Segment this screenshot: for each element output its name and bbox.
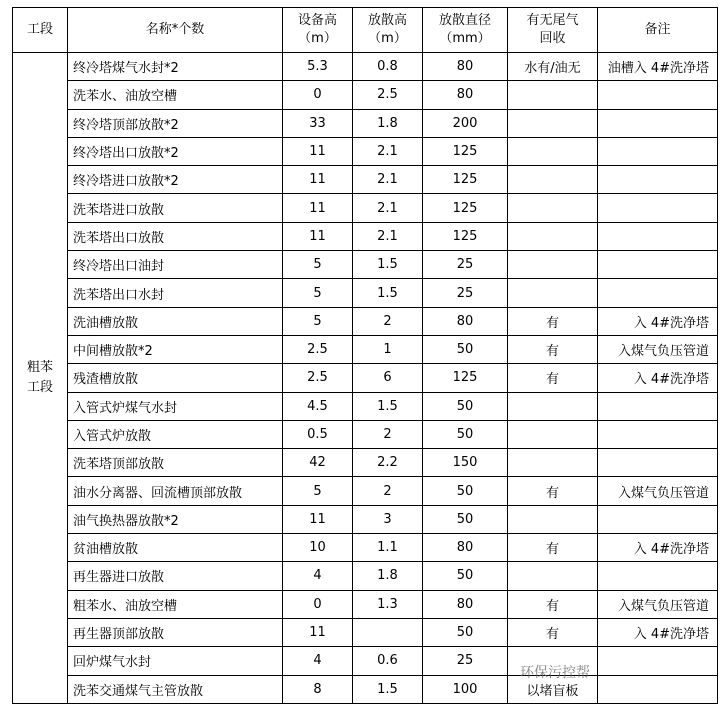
diameter-cell: 25 [423,647,508,675]
name-cell: 入管式炉煤气水封 [68,392,283,420]
table-row [13,505,718,533]
remark-cell: 入煤气负压管道 [598,335,718,363]
diameter-cell: 50 [423,392,508,420]
section-cell: 粗苯 工段 [13,53,68,704]
table-row [13,279,718,307]
vent-height-cell: 0.8 [353,53,423,81]
table-row [13,137,718,165]
vent-height-cell: 2.2 [353,449,423,477]
equip-height-cell: 5.3 [283,53,353,81]
header-equip-height: 设备高 （m） [283,8,353,53]
equip-height-cell: 11 [283,222,353,250]
name-cell: 再生器顶部放散 [68,618,283,646]
tailgas-cell [508,279,598,307]
name-cell: 终冷塔顶部放散*2 [68,109,283,137]
equip-height-cell: 5 [283,251,353,279]
table-row [13,647,718,675]
vent-height-cell: 0.6 [353,647,423,675]
tailgas-cell [508,449,598,477]
name-cell: 回炉煤气水封 [68,647,283,675]
header-vent-height: 放散高 （m） [353,8,423,53]
remark-cell: 油槽入 4#洗净塔 [598,53,718,81]
remark-cell [598,166,718,194]
equip-height-cell: 10 [283,534,353,562]
tailgas-cell: 有 [508,307,598,335]
table-row [13,675,718,703]
vent-height-cell: 1.5 [353,675,423,703]
header-row [13,8,718,53]
vent-height-cell: 1.3 [353,590,423,618]
tailgas-cell [508,109,598,137]
table-row [13,590,718,618]
name-cell: 入管式炉放散 [68,420,283,448]
vent-height-cell: 3 [353,505,423,533]
table-row [13,477,718,505]
vent-height-cell: 6 [353,364,423,392]
tailgas-cell [508,194,598,222]
remark-cell: 入煤气负压管道 [598,590,718,618]
header-tailgas: 有无尾气 回收 [508,8,598,53]
remark-cell [598,222,718,250]
equip-height-cell: 5 [283,307,353,335]
equip-height-cell: 4 [283,562,353,590]
table-row [13,251,718,279]
table-row [13,420,718,448]
diameter-cell: 80 [423,53,508,81]
header-remark: 备注 [598,8,718,53]
table-row [13,166,718,194]
vent-height-cell: 2.1 [353,166,423,194]
tailgas-cell: 有 [508,335,598,363]
vent-height-cell: 1.8 [353,562,423,590]
vent-height-cell [353,618,423,646]
remark-cell [598,279,718,307]
equip-height-cell: 11 [283,618,353,646]
name-cell: 洗苯塔进口放散 [68,194,283,222]
table-body [13,53,718,704]
vent-height-cell: 2 [353,420,423,448]
diameter-cell: 80 [423,590,508,618]
table-row [13,222,718,250]
name-cell: 洗苯交通煤气主管放散 [68,675,283,703]
remark-cell [598,194,718,222]
remark-cell: 入 4#洗净塔 [598,364,718,392]
tailgas-cell: 有 [508,534,598,562]
vent-height-cell: 1.5 [353,279,423,307]
table-row [13,392,718,420]
vent-height-cell: 2.5 [353,81,423,109]
diameter-cell: 125 [423,137,508,165]
tailgas-cell [508,222,598,250]
vent-height-cell: 1.1 [353,534,423,562]
diameter-cell: 50 [423,562,508,590]
diameter-cell: 50 [423,505,508,533]
header-section: 工段 [13,8,68,53]
diameter-cell: 80 [423,307,508,335]
remark-cell [598,137,718,165]
name-cell: 终冷塔出口油封 [68,251,283,279]
diameter-cell: 50 [423,420,508,448]
diameter-cell: 50 [423,477,508,505]
tailgas-cell [508,562,598,590]
equip-height-cell: 11 [283,505,353,533]
tailgas-cell [508,137,598,165]
vent-height-cell: 1.8 [353,109,423,137]
vent-height-cell: 2.1 [353,137,423,165]
name-cell: 洗苯塔出口放散 [68,222,283,250]
diameter-cell: 25 [423,279,508,307]
diameter-cell: 125 [423,222,508,250]
equip-height-cell: 0.5 [283,420,353,448]
tailgas-cell: 有 [508,364,598,392]
diameter-cell: 125 [423,166,508,194]
table-row [13,53,718,81]
name-cell: 油水分离器、回流槽顶部放散 [68,477,283,505]
name-cell: 洗油槽放散 [68,307,283,335]
table-row [13,307,718,335]
name-cell: 油气换热器放散*2 [68,505,283,533]
equip-height-cell: 8 [283,675,353,703]
remark-cell: 入 4#洗净塔 [598,534,718,562]
remark-cell: 入 4#洗净塔 [598,618,718,646]
diameter-cell: 125 [423,364,508,392]
watermark: 环保污控帮 [520,665,590,681]
equip-height-cell: 42 [283,449,353,477]
equip-height-cell: 11 [283,166,353,194]
equip-height-cell: 2.5 [283,335,353,363]
diameter-cell: 125 [423,194,508,222]
tailgas-cell [508,420,598,448]
equip-height-cell: 11 [283,137,353,165]
diameter-cell: 80 [423,81,508,109]
diameter-cell: 200 [423,109,508,137]
remark-cell [598,420,718,448]
equip-height-cell: 33 [283,109,353,137]
vent-height-cell: 2.1 [353,222,423,250]
table-row [13,618,718,646]
vent-height-cell: 1 [353,335,423,363]
table-row [13,194,718,222]
diameter-cell: 80 [423,534,508,562]
remark-cell [598,109,718,137]
tailgas-cell [508,251,598,279]
diameter-cell: 50 [423,618,508,646]
table-row [13,449,718,477]
remark-cell [598,392,718,420]
vent-height-cell: 2 [353,307,423,335]
diameter-cell: 25 [423,251,508,279]
remark-cell: 入 4#洗净塔 [598,307,718,335]
header-diameter: 放散直径 （mm） [423,8,508,53]
table-row [13,335,718,363]
name-cell: 贫油槽放散 [68,534,283,562]
table-row [13,109,718,137]
vent-height-cell: 1.5 [353,392,423,420]
name-cell: 终冷塔进口放散*2 [68,166,283,194]
equip-height-cell: 4 [283,647,353,675]
tailgas-cell: 以堵盲板 [508,675,598,703]
equip-height-cell: 11 [283,194,353,222]
remark-cell [598,449,718,477]
name-cell: 残渣槽放散 [68,364,283,392]
remark-cell [598,562,718,590]
tailgas-cell [508,392,598,420]
table-row [13,364,718,392]
header-name: 名称*个数 [68,8,283,53]
table-row [13,81,718,109]
tailgas-cell [508,81,598,109]
remark-cell [598,647,718,675]
name-cell: 洗苯塔出口水封 [68,279,283,307]
tailgas-cell [508,505,598,533]
vent-height-cell: 1.5 [353,251,423,279]
remark-cell [598,505,718,533]
remark-cell [598,675,718,703]
remark-cell: 入煤气负压管道 [598,477,718,505]
equip-height-cell: 2.5 [283,364,353,392]
name-cell: 中间槽放散*2 [68,335,283,363]
equip-height-cell: 5 [283,279,353,307]
tailgas-cell [508,166,598,194]
name-cell: 粗苯水、油放空槽 [68,590,283,618]
equip-height-cell: 0 [283,81,353,109]
vent-height-cell: 2 [353,477,423,505]
diameter-cell: 50 [423,335,508,363]
equip-height-cell: 0 [283,590,353,618]
table-row [13,534,718,562]
tailgas-cell: 有 [508,590,598,618]
name-cell: 洗苯塔顶部放散 [68,449,283,477]
equip-height-cell: 5 [283,477,353,505]
vent-height-cell: 2.1 [353,194,423,222]
diameter-cell: 100 [423,675,508,703]
remark-cell [598,251,718,279]
remark-cell [598,81,718,109]
name-cell: 再生器进口放散 [68,562,283,590]
name-cell: 终冷塔出口放散*2 [68,137,283,165]
tailgas-cell: 有 [508,618,598,646]
equip-height-cell: 4.5 [283,392,353,420]
table-row [13,562,718,590]
vent-table [12,7,718,704]
tailgas-cell: 水有/油无 [508,53,598,81]
name-cell: 洗苯水、油放空槽 [68,81,283,109]
tailgas-cell: 有 [508,477,598,505]
name-cell: 终冷塔煤气水封*2 [68,53,283,81]
diameter-cell: 150 [423,449,508,477]
